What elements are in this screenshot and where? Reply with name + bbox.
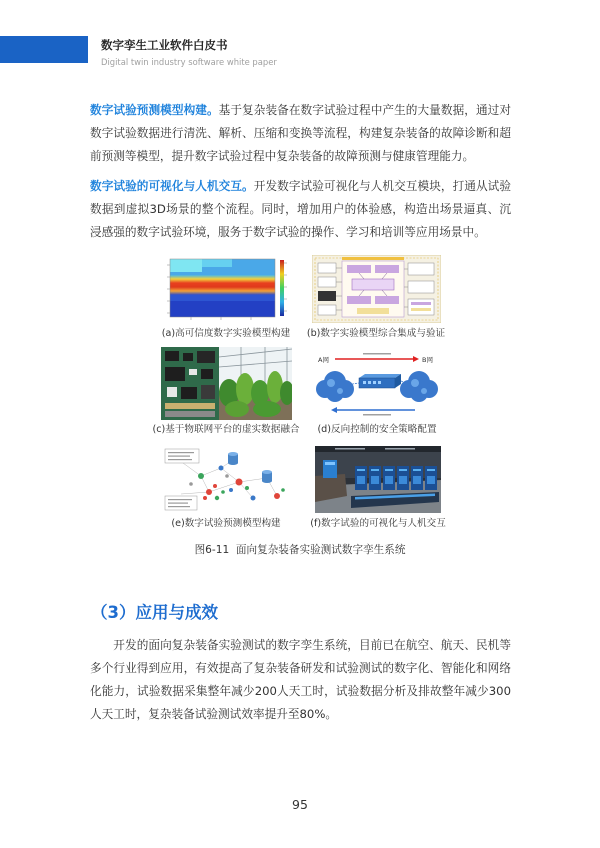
figure-caption: 图6-11 面向复杂装备实验测试数字孪生系统 (194, 544, 406, 556)
circuit-board-photo (161, 347, 219, 420)
figure-panel-e-image (161, 446, 292, 513)
paragraph-visualization (90, 175, 511, 244)
figure-panel-caption: (a)高可信度数字实验模型构建 (161, 328, 291, 339)
heatmap-plot (170, 259, 275, 317)
info-box (165, 449, 199, 463)
diagram-right-modules (408, 263, 434, 315)
figure-panel-b-image (312, 255, 441, 323)
figure-panel-caption: (b)数字实验模型综合集成与验证 (306, 328, 446, 339)
figure-panel-f-image (315, 446, 441, 513)
paragraph-body: 基于复杂装备在数字试验过程中产生的大量数据，通过对数字试验数据进行清洗、解析、压缩和变换等流程，构建复杂装备的故障诊断和超前预测等模型，提升数字试验过程中复杂装备的故障预测与健康管理能力。 (90, 103, 511, 163)
figure-panel-c-image (161, 347, 292, 420)
greenhouse-photo (219, 347, 292, 420)
network-label-a: A网 (318, 356, 329, 364)
figure-panel-caption: (c)基于物联网平台的虚实数据融合 (152, 424, 300, 435)
section-heading: （3）应用与成效 (91, 603, 218, 622)
document-subtitle: Digital twin industry software white paper (101, 57, 277, 67)
figure-panel-caption: (e)数字试验预测模型构建 (171, 518, 281, 529)
page-number: 95 (292, 797, 308, 812)
network-label-b: B网 (422, 356, 433, 364)
figure-panel-a-image (161, 255, 291, 323)
figure-panel-d-image (313, 347, 441, 420)
paragraph-predictive-model (90, 99, 511, 168)
paragraph-lead: 数字试验预测模型构建。 (90, 103, 219, 117)
section-body: 开发的面向复杂装备实验测试的数字孪生系统，目前已在航空、航天、民机等多个行业得到应用，有效提高了复杂装备研发和试验测试的数字化、智能化和网络化能力，试验数据采集整年减少200人天工时，试验数据分析及排故整年减少300人天工时，复杂装备试验测试效率提升至80%。 (90, 638, 511, 721)
document-title: 数字孪生工业软件白皮书 (101, 38, 228, 52)
header-accent-bar (0, 36, 88, 63)
paragraph-body: 开发数字试验可视化与人机交互模块，打通从试验数据到虚拟3D场景的整个流程。同时，增加用户的体验感，构造出场景逼真、沉浸感强的数字试验环境，服务于数字试验的操作、学习和培训等应用场景中。 (90, 179, 512, 239)
diagram-center-modules (336, 257, 408, 317)
server-cabinets (351, 466, 439, 508)
legend-box (165, 496, 197, 510)
figure-panel-caption: (d)反向控制的安全策略配置 (317, 424, 437, 435)
figure-panel-caption: (f)数字试验的可视化与人机交互 (310, 518, 446, 529)
paragraph-lead: 数字试验的可视化与人机交互。 (90, 179, 254, 193)
